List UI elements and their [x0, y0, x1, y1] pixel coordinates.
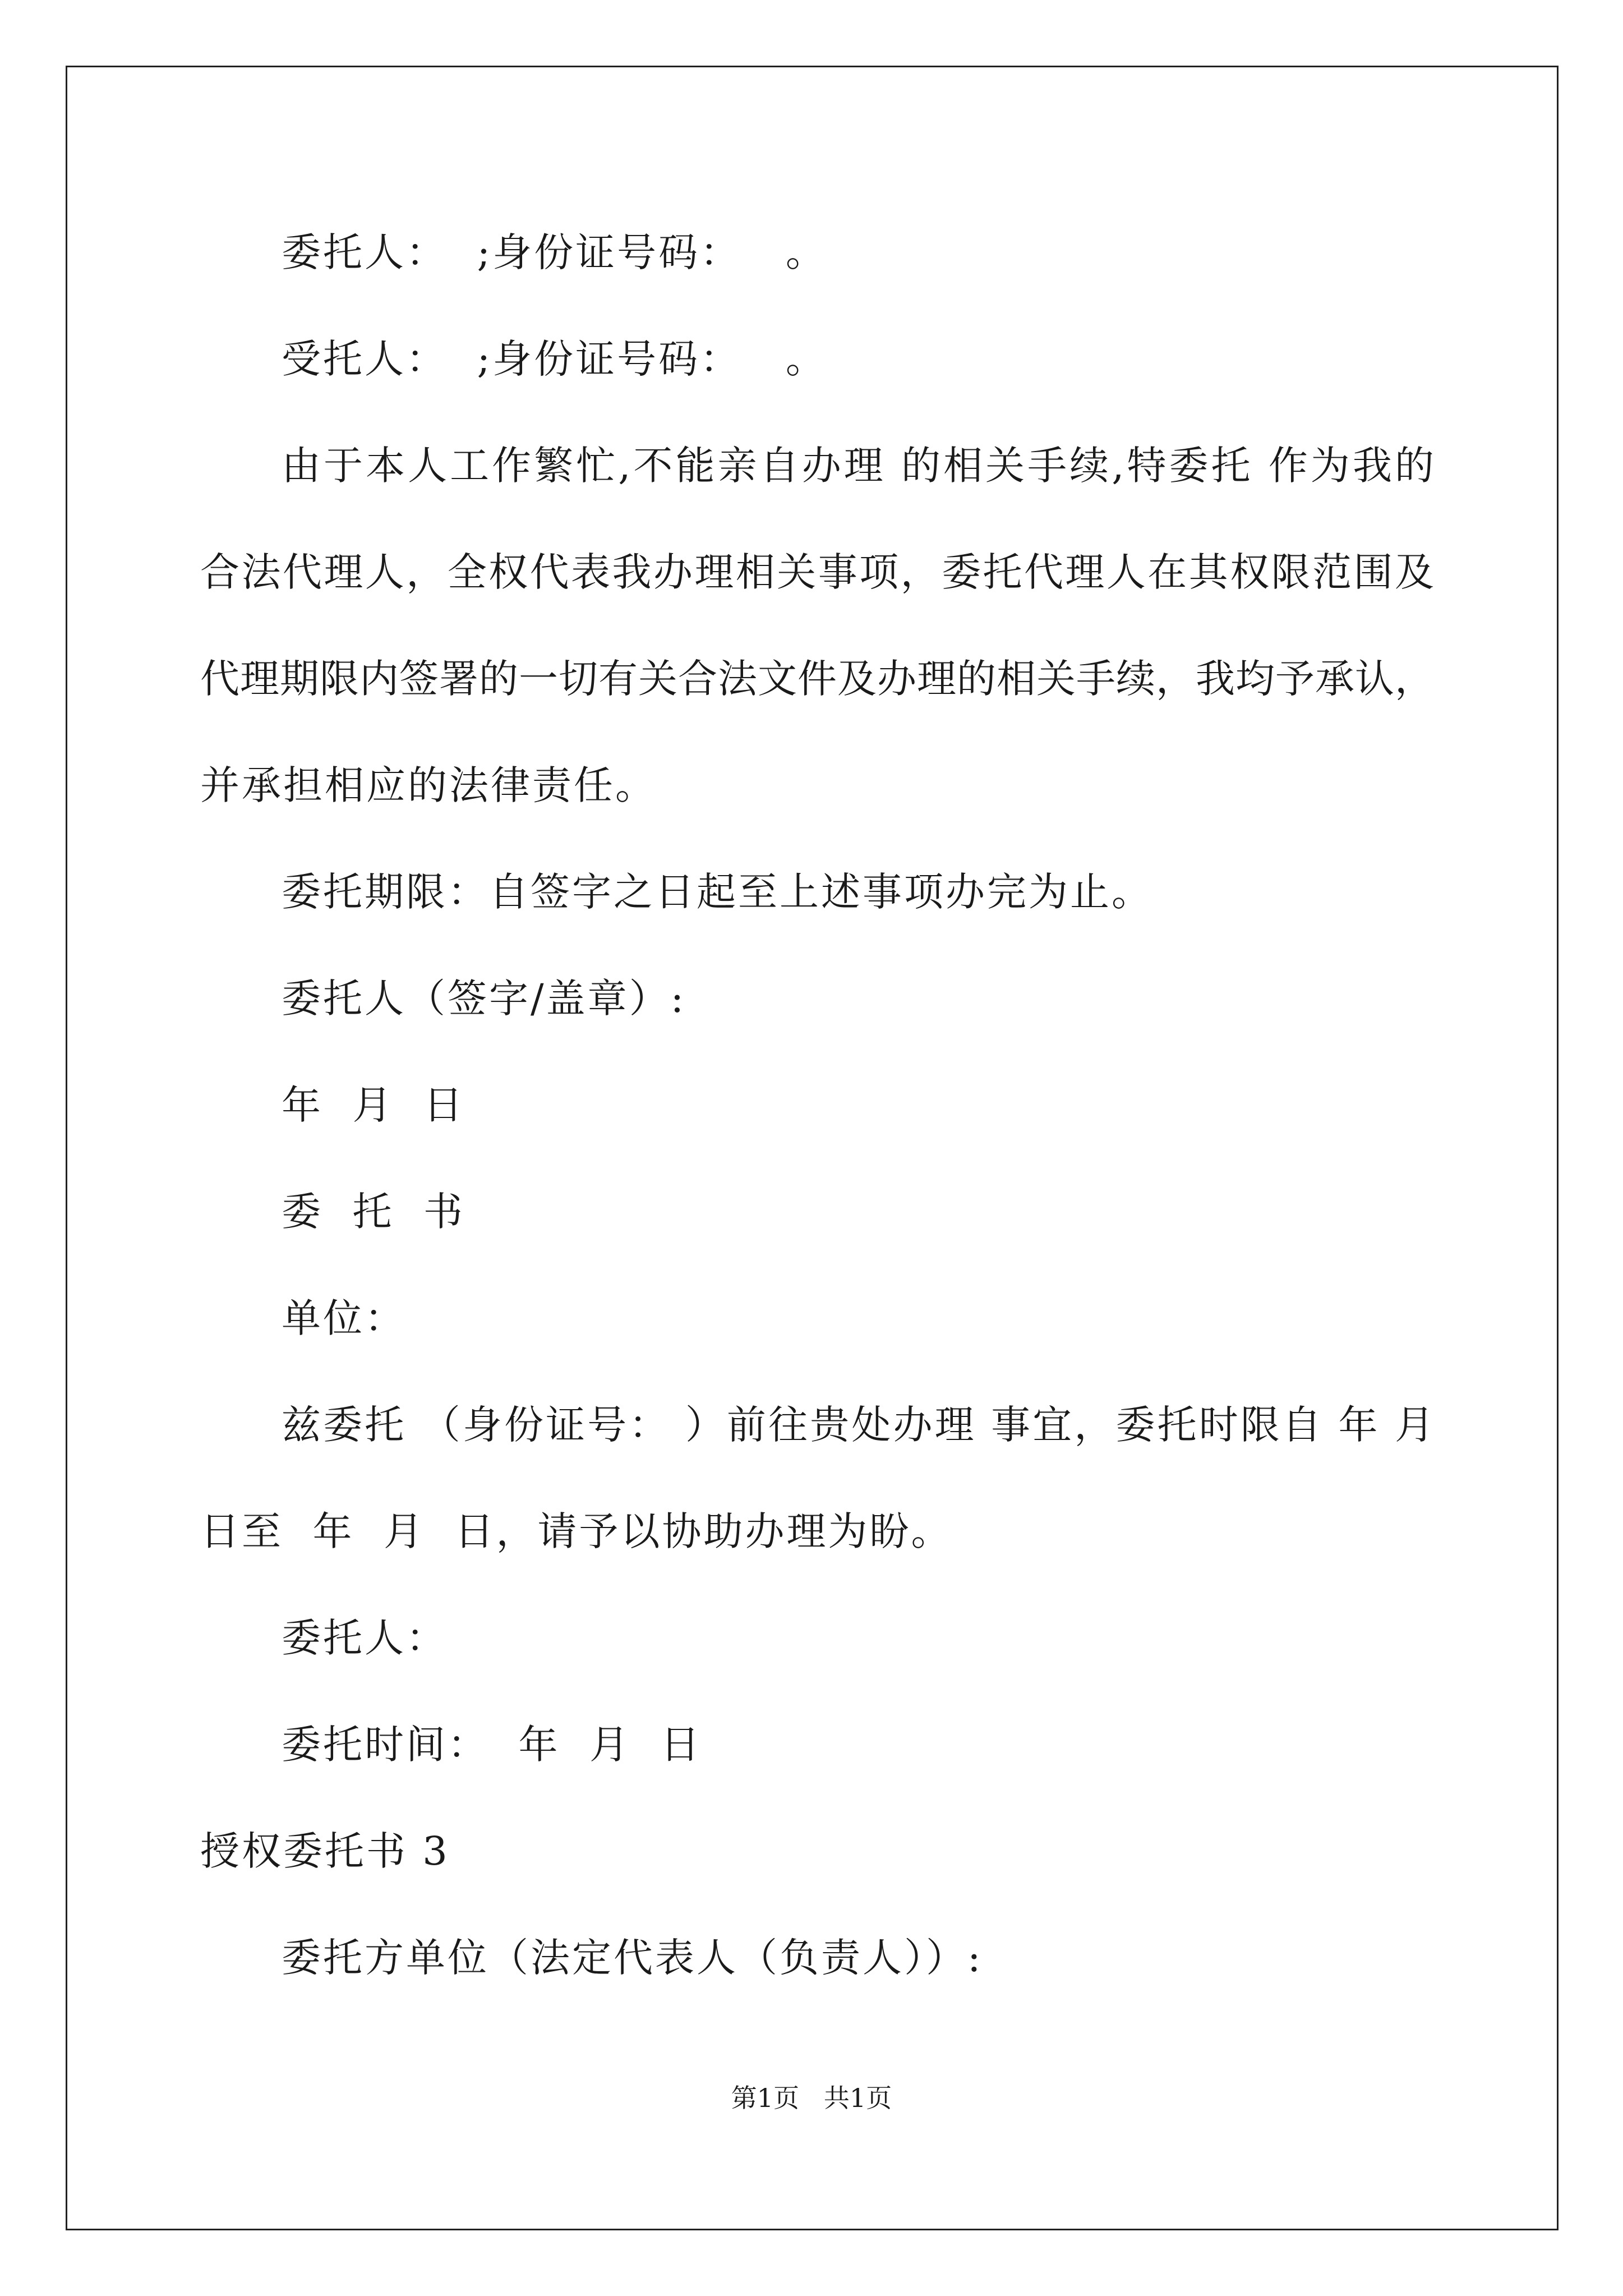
delegatee-id-line: 受托人： ;身份证号码： 。 — [282, 336, 827, 382]
section-title: 委 托 书 — [282, 1189, 465, 1235]
paragraph-line: 由于本人工作繁忙,不能亲自办理 的相关手续,特委托 作为我的 — [282, 443, 1434, 489]
paragraph-line: 兹委托 （身份证号： ）前往贵处办理 事宜，委托时限自 年 月 — [282, 1402, 1434, 1448]
delegator-id-line: 委托人： ;身份证号码： 。 — [282, 229, 827, 275]
page-border — [66, 66, 1559, 2230]
paragraph-line: 代理期限内签署的一切有关合法文件及办理的相关手续，我均予承认， — [200, 656, 1434, 702]
delegating-unit-line: 委托方单位（法定代表人（负责人））: — [282, 1935, 983, 1981]
date-line: 年 月 日 — [282, 1082, 465, 1128]
delegator-line: 委托人： — [282, 1615, 448, 1661]
section-heading: 授权委托书 3 — [200, 1828, 450, 1874]
paragraph-line: 合法代理人，全权代表我办理相关事项，委托代理人在其权限范围及 — [200, 549, 1434, 595]
delegation-time-line: 委托时间： 年 月 日 — [282, 1722, 702, 1768]
signature-line: 委托人（签字/盖章）: — [282, 976, 686, 1022]
paragraph-line: 日至 年 月 日，请予以协助办理为盼。 — [200, 1508, 953, 1554]
paragraph-line: 并承担相应的法律责任。 — [200, 762, 657, 808]
unit-line: 单位： — [282, 1295, 406, 1341]
page-footer: 第1页 共1页 — [731, 2083, 892, 2113]
delegation-term-line: 委托期限：自签字之日起至上述事项办完为止。 — [282, 869, 1153, 915]
